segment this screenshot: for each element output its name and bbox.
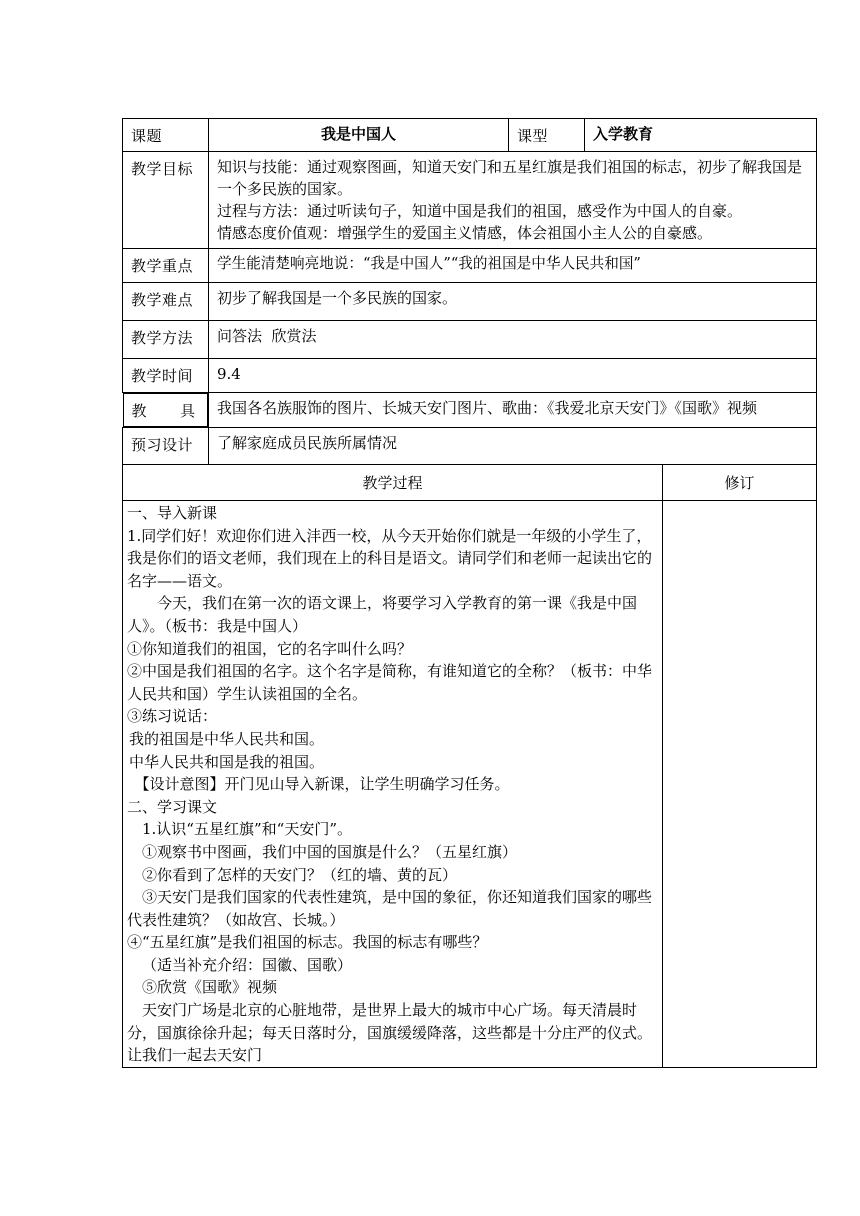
process-line: 一、导入新课 [127,504,218,522]
row-time [123,359,817,393]
process-line: ①你知道我们的祖国，它的名字叫什么吗？ [127,639,413,658]
process-line: 1.同学们好！欢迎你们进入沣西一校，从今天开始你们就是一年级的小学生了，我是你们的语文老师，我们现在上的科目是语文。请同学们和老师一起读出它的名字——语文。 [127,526,653,590]
process-line: 我的祖国是中华人民共和国。 [129,729,325,748]
process-line: ①观察书中图画，我们中国的国旗是什么？（五星红旗） [142,842,518,861]
difficulty-text: 初步了解我国是一个多民族的国家。 [209,283,817,321]
goals-label: 教学目标 [123,152,209,249]
time-label: 教学时间 [123,359,209,393]
preview-label: 预习设计 [123,428,209,465]
tools-label [123,393,209,427]
goal-emotion: 情感态度价值观：增强学生的爱国主义情感，体会祖国小主人公的自豪感。 [217,224,713,242]
tools-label-left: 教 [131,402,147,420]
key-point-text: 学生能清楚响亮地说：“我是中国人”“我的祖国是中华人民共和国” [209,249,817,283]
process-line: ⑤欣赏《国歌》视频 [142,978,278,997]
revision-cell [663,501,817,1068]
process-line: ②你看到了怎样的天安门？（红的墙、黄的瓦） [142,865,458,884]
process-line: （适当补充介绍：国徽、国歌） [142,955,353,974]
lesson-title: 我是中国人 [209,119,509,152]
row-preview [123,428,817,465]
row-process-header [123,465,817,501]
tools-label-right: 具 [179,402,195,420]
row-lesson-title [123,119,817,152]
lesson-label: 课题 [123,119,209,152]
process-line: 【设计意图】开门见山导入新课，让学生明确学习任务。 [134,775,510,794]
row-process-content [123,501,817,1068]
row-goals [123,152,817,249]
goal-knowledge: 知识与技能：通过观察图画，知道天安门和五星红旗是我们祖国的标志，初步了解我国是一个多民族的国家。 [217,158,803,198]
goals-content [209,152,817,249]
process-line: ③练习说话： [127,707,218,726]
process-line: 1.认识“五星红旗”和“天安门”。 [142,820,352,839]
key-point-label: 教学重点 [123,249,209,283]
method-text: 问答法 欣赏法 [209,321,817,359]
row-tools [123,393,817,428]
process-line: 二、学习课文 [127,797,218,816]
lesson-plan-table [122,118,817,1068]
process-line: 天安门广场是北京的心脏地带，是世界上最大的城市中心广场。每天清晨时分，国旗徐徐升起；每天日落时分，国旗缓缓降落，这些都是十分庄严的仪式。让我们一起去天安门 [127,1001,653,1065]
goal-process: 过程与方法：通过听读句子，知道中国是我们的祖国，感受作为中国人的自豪。 [217,202,743,220]
row-method [123,321,817,359]
row-key-point [123,249,817,283]
process-line: ③天安门是我们国家的代表性建筑，是中国的象征，你还知道我们国家的哪些代表性建筑？（如故宫、长城。） [127,888,653,929]
process-header: 教学过程 [123,465,663,501]
process-line: ②中国是我们祖国的名字。这个名字是简称，有谁知道它的全称？（板书：中华人民共和国）学生认读祖国的全名。 [127,662,653,703]
process-line: ④“五星红旗”是我们祖国的标志。我国的标志有哪些？ [127,933,488,952]
type-value: 入学教育 [585,119,817,152]
tools-text: 我国各名族服饰的图片、长城天安门图片、歌曲：《我爱北京天安门》《国歌》视频 [209,393,817,428]
time-text: 9.4 [209,359,817,393]
method-label: 教学方法 [123,321,209,359]
process-line: 今天，我们在第一次的语文课上，将要学习入学教育的第一课《我是中国人》。（板书：我是中国人） [127,594,638,635]
revision-header: 修订 [663,465,817,501]
process-line: 中华人民共和国是我的祖国。 [129,752,325,771]
difficulty-label: 教学难点 [123,283,209,321]
row-difficulty [123,283,817,321]
preview-text: 了解家庭成员民族所属情况 [209,428,817,465]
process-content [123,501,663,1068]
type-label: 课型 [509,119,585,152]
